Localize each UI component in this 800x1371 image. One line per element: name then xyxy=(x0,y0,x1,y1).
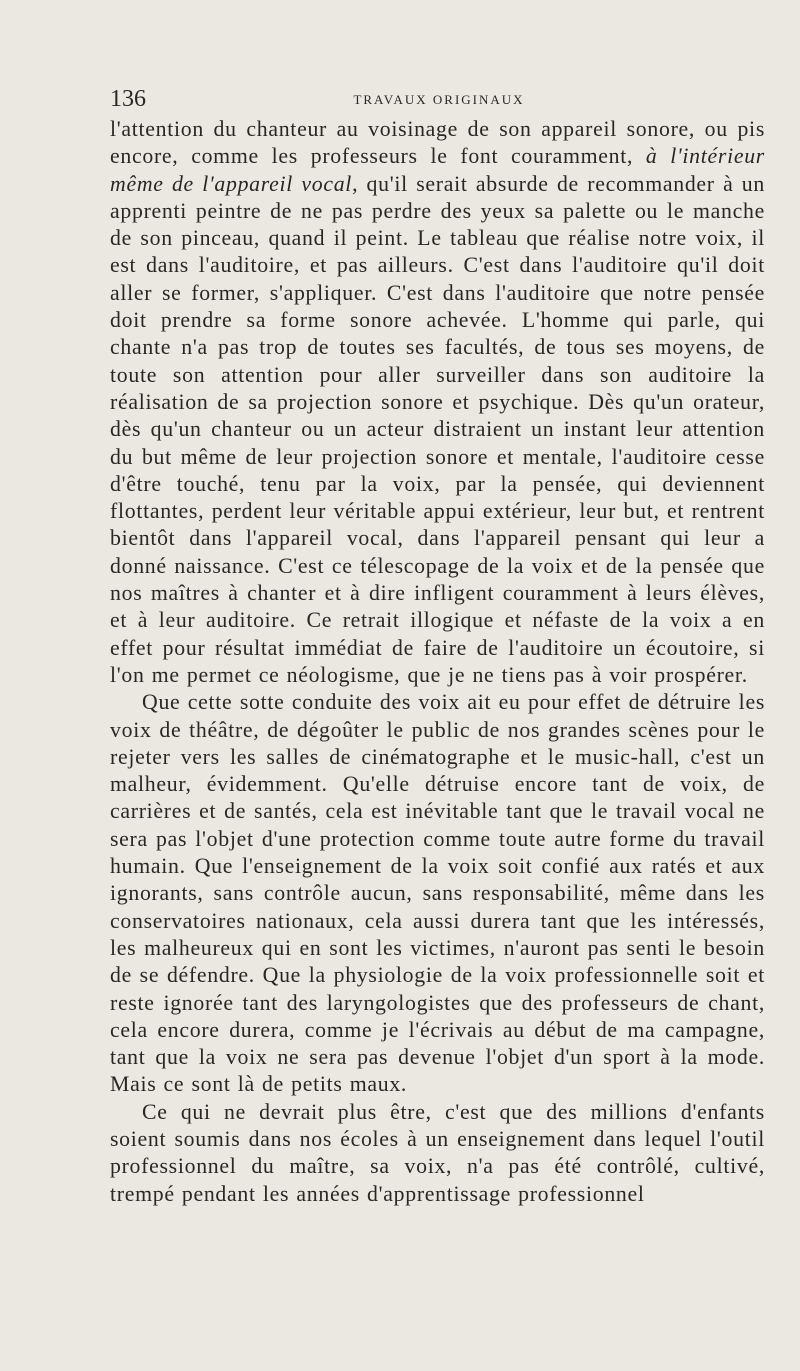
paragraph-2: Que cette sotte conduite des voix ait eu pour effet de détruire les voix de théâtre, de dégoûter le public de nos grandes scènes pour le rejeter vers les salles de cinématographe et le music-hall, c'est un malheur, évidemment. Qu'elle détruise encore tant de voix, de carrières et de santés, cela est inévitable tant que le travail vocal ne sera pas l'objet d'une protection comme toute autre forme du travail humain. Que l'enseignement de la voix soit confié aux ratés et aux ignorants, sans contrôle aucun, sans responsabilité, même dans les conservatoires nationaux, cela aussi durera tant que les intéressés, les malheureux qui en sont les victimes, n'auront pas senti le besoin de se défendre. Que la physiologie de la voix professionnelle soit et reste ignorée tant des laryngologistes que des professeurs de chant, cela encore durera, comme je l'écrivais au début de ma campagne, tant que la voix ne sera pas devenue l'objet d'un sport à la mode. Mais ce sont là de petits maux. xyxy=(110,690,765,1097)
paragraph-1 xyxy=(110,116,765,689)
page-number: 136 xyxy=(110,86,146,112)
page-header xyxy=(110,86,768,116)
paragraph-3: Ce qui ne devrait plus être, c'est que des millions d'enfants soient soumis dans nos écoles à un enseignement dans lequel l'outil professionnel du maître, sa voix, n'a pas été contrôlé, cultivé, trempé pendant les années d'apprentissage professionnel xyxy=(110,1099,765,1206)
paragraph-1-start: l'attention du chanteur au voisinage de son appareil sonore, ou pis encore, comme les professeurs le font couramment, xyxy=(110,117,765,169)
running-title: TRAVAUX ORIGINAUX xyxy=(353,92,525,107)
body-text xyxy=(110,116,765,1208)
paragraph-1-rest: , qu'il serait absurde de recommander à un apprenti peintre de ne pas perdre des yeux sa palette ou le manche de son pinceau, quand il peint. Le tableau que réalise notre voix, il est dans l'auditoire, et pas ailleurs. C'est dans l'auditoire qu'il doit aller se former, s'appliquer. C'est dans l'auditoire que notre pensée doit prendre sa forme sonore achevée. L'homme qui parle, qui chante n'a pas trop de toutes ses facultés, de tous ses moyens, de toute son attention pour aller surveiller dans son auditoire la réalisation de sa projection sonore et psychique. Dès qu'un orateur, dès qu'un chanteur ou un acteur distraient un instant leur attention du but même de leur projection sonore et mentale, l'auditoire cesse d'être touché, tenu par la voix, par la pensée, qui deviennent flottantes, perdent leur véritable appui extérieur, leur but, et rentrent bientôt dans l'appareil vocal, dans l'appareil pensant qui leur a donné naissance. C'est ce télescopage de la voix et de la pensée que nos maîtres à chanter et à dire infligent couramment à leurs élèves, et à leur auditoire. Ce retrait illogique et néfaste de la voix a en effet pour résultat immédiat de faire de l'auditoire un écoutoire, si l'on me permet ce néologisme, que je ne tiens pas à voir prospérer. xyxy=(110,171,765,687)
paragraph-1-italic: à l'intérieur même de l'appareil vocal xyxy=(110,144,765,196)
